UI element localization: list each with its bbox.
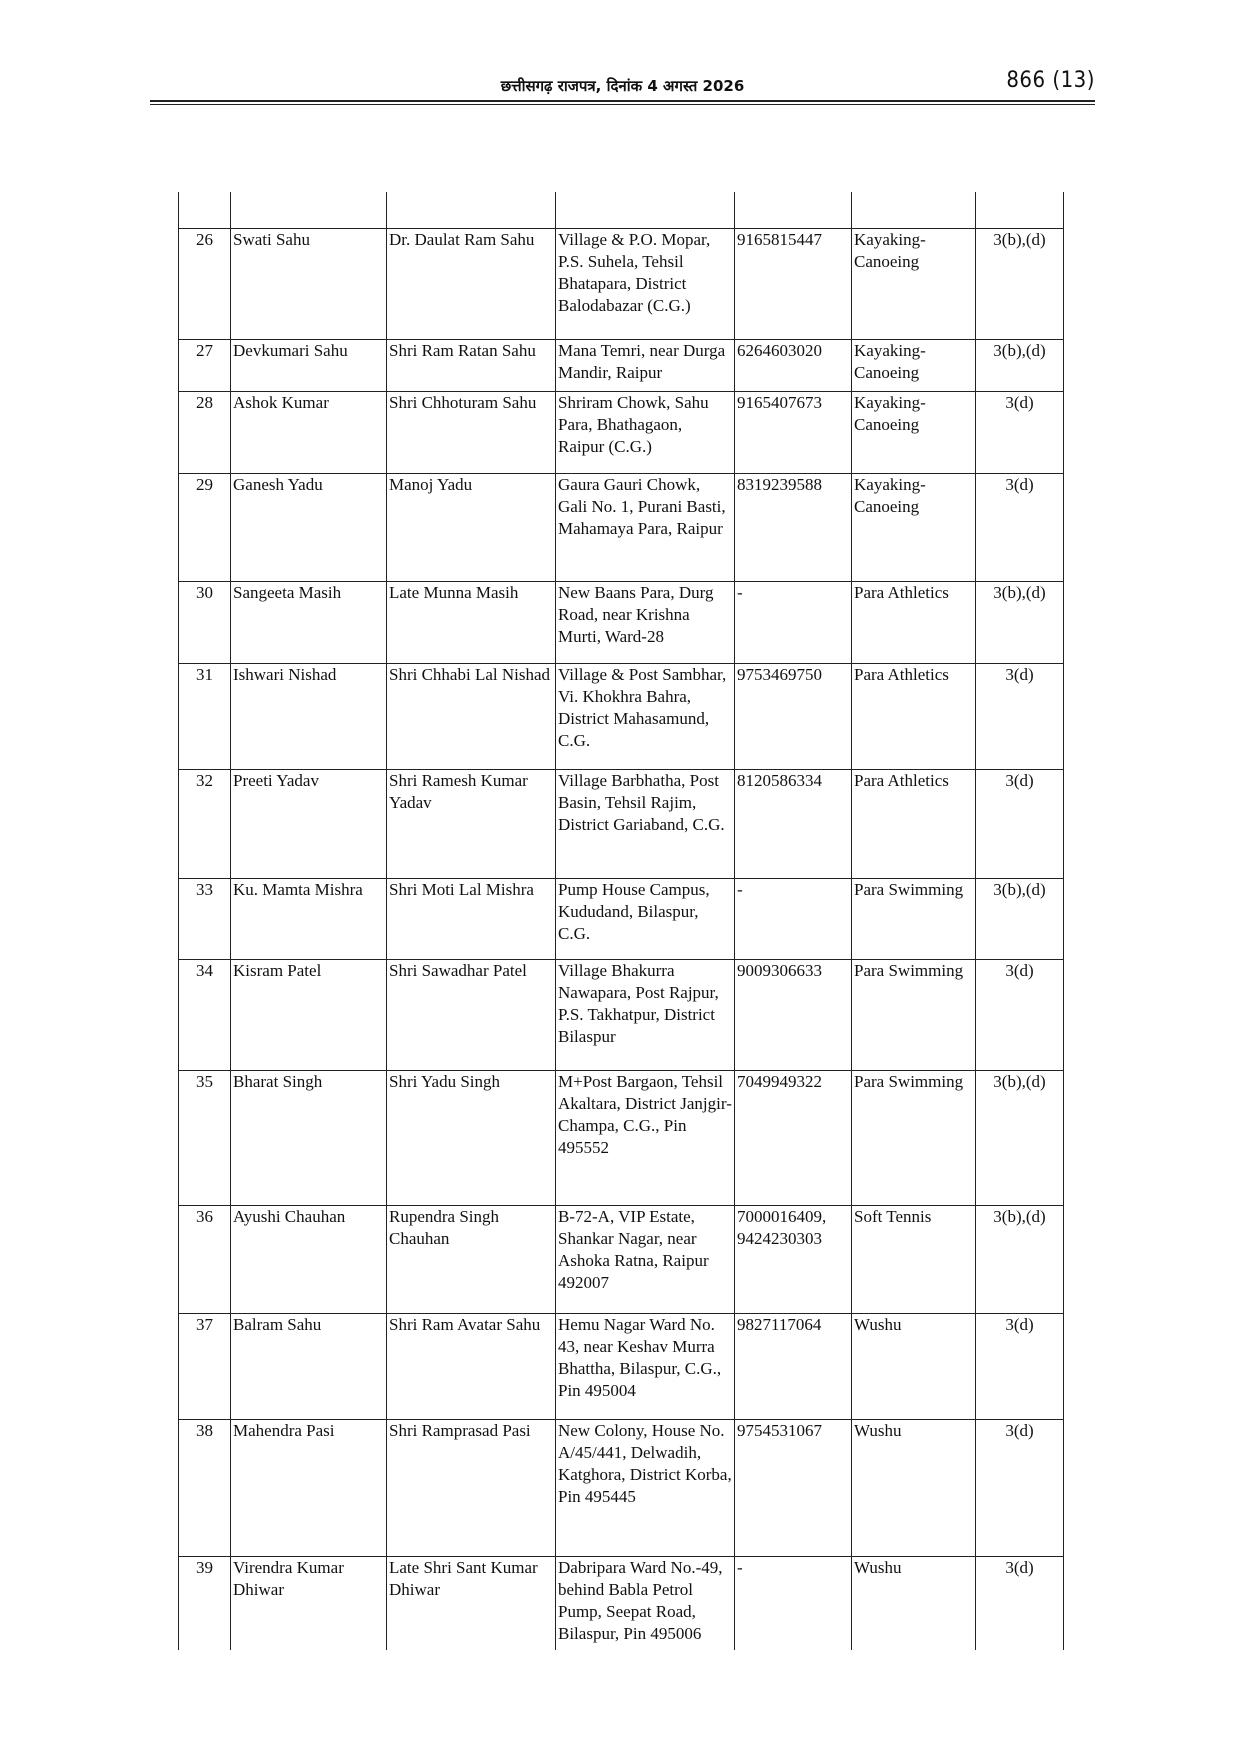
guardian-name: Shri Ram Avatar Sahu: [387, 1313, 556, 1419]
table-row: [179, 581, 1064, 663]
category: 3(b),(d): [976, 1205, 1064, 1313]
table-top-spacer: [179, 192, 1064, 228]
table-row: [179, 391, 1064, 473]
header-rule-thin: [150, 104, 1095, 105]
player-name: Swati Sahu: [231, 228, 387, 339]
serial-number: 36: [179, 1205, 231, 1313]
guardian-name: Shri Chhoturam Sahu: [387, 391, 556, 473]
address: Hemu Nagar Ward No. 43, near Keshav Murra Bhattha, Bilaspur, C.G., Pin 495004: [556, 1313, 735, 1419]
guardian-name: Dr. Daulat Ram Sahu: [387, 228, 556, 339]
address: Village & P.O. Mopar, P.S. Suhela, Tehsil Bhatapara, District Balodabazar (C.G.): [556, 228, 735, 339]
category: 3(d): [976, 473, 1064, 581]
guardian-name: Rupendra Singh Chauhan: [387, 1205, 556, 1313]
sport: Soft Tennis: [852, 1205, 976, 1313]
phone: 9165407673: [735, 391, 852, 473]
table-row: [179, 1205, 1064, 1313]
address: Village & Post Sambhar, Vi. Khokhra Bahra, District Mahasamund, C.G.: [556, 663, 735, 769]
serial-number: 34: [179, 959, 231, 1070]
guardian-name: Shri Chhabi Lal Nishad: [387, 663, 556, 769]
address: New Colony, House No. A/45/441, Delwadih, Katghora, District Korba, Pin 495445: [556, 1419, 735, 1556]
sport: Para Swimming: [852, 878, 976, 959]
table-row: [179, 959, 1064, 1070]
player-name: Ganesh Yadu: [231, 473, 387, 581]
serial-number: 27: [179, 339, 231, 391]
serial-number: 30: [179, 581, 231, 663]
phone: 9827117064: [735, 1313, 852, 1419]
guardian-name: Shri Moti Lal Mishra: [387, 878, 556, 959]
category: 3(d): [976, 769, 1064, 878]
player-name: Ashok Kumar: [231, 391, 387, 473]
player-name: Sangeeta Masih: [231, 581, 387, 663]
address: B-72-A, VIP Estate, Shankar Nagar, near Ashoka Ratna, Raipur 492007: [556, 1205, 735, 1313]
category: 3(b),(d): [976, 581, 1064, 663]
table-row: [179, 1313, 1064, 1419]
player-name: Devkumari Sahu: [231, 339, 387, 391]
sport: Wushu: [852, 1419, 976, 1556]
serial-number: 28: [179, 391, 231, 473]
guardian-name: Shri Ramesh Kumar Yadav: [387, 769, 556, 878]
phone: -: [735, 878, 852, 959]
address: Village Bhakurra Nawapara, Post Rajpur, P.S. Takhatpur, District Bilaspur: [556, 959, 735, 1070]
guardian-name: Manoj Yadu: [387, 473, 556, 581]
sport: Kayaking-Canoeing: [852, 339, 976, 391]
player-name: Virendra Kumar Dhiwar: [231, 1556, 387, 1650]
phone: 8120586334: [735, 769, 852, 878]
address: Shriram Chowk, Sahu Para, Bhathagaon, Raipur (C.G.): [556, 391, 735, 473]
player-name: Ishwari Nishad: [231, 663, 387, 769]
serial-number: 29: [179, 473, 231, 581]
player-name: Mahendra Pasi: [231, 1419, 387, 1556]
address: Gaura Gauri Chowk, Gali No. 1, Purani Basti, Mahamaya Para, Raipur: [556, 473, 735, 581]
player-name: Preeti Yadav: [231, 769, 387, 878]
serial-number: 26: [179, 228, 231, 339]
table-row: [179, 228, 1064, 339]
header-rule: [150, 100, 1095, 102]
address: Mana Temri, near Durga Mandir, Raipur: [556, 339, 735, 391]
phone: 9165815447: [735, 228, 852, 339]
category: 3(d): [976, 663, 1064, 769]
sport: Kayaking-Canoeing: [852, 391, 976, 473]
phone: -: [735, 581, 852, 663]
address: Village Barbhatha, Post Basin, Tehsil Rajim, District Gariaband, C.G.: [556, 769, 735, 878]
category: 3(d): [976, 1313, 1064, 1419]
address: M+Post Bargaon, Tehsil Akaltara, District Janjgir-Champa, C.G., Pin 495552: [556, 1070, 735, 1205]
phone: -: [735, 1556, 852, 1650]
sport: Kayaking-Canoeing: [852, 473, 976, 581]
table-row: [179, 1070, 1064, 1205]
category: 3(b),(d): [976, 878, 1064, 959]
phone: 9753469750: [735, 663, 852, 769]
phone: 9009306633: [735, 959, 852, 1070]
phone: 8319239588: [735, 473, 852, 581]
player-name: Balram Sahu: [231, 1313, 387, 1419]
guardian-name: Shri Yadu Singh: [387, 1070, 556, 1205]
sport: Para Athletics: [852, 581, 976, 663]
table-row: [179, 878, 1064, 959]
guardian-name: Late Munna Masih: [387, 581, 556, 663]
gazette-title: छत्तीसगढ़ राजपत्र, दिनांक 4 अगस्त 2026: [500, 77, 745, 95]
category: 3(d): [976, 1419, 1064, 1556]
serial-number: 32: [179, 769, 231, 878]
address: Dabripara Ward No.-49, behind Babla Petrol Pump, Seepat Road, Bilaspur, Pin 495006: [556, 1556, 735, 1650]
phone: 7000016409, 9424230303: [735, 1205, 852, 1313]
guardian-name: Late Shri Sant Kumar Dhiwar: [387, 1556, 556, 1650]
sport: Para Swimming: [852, 1070, 976, 1205]
address: Pump House Campus, Kududand, Bilaspur, C.G.: [556, 878, 735, 959]
table-row: [179, 663, 1064, 769]
sport: Kayaking-Canoeing: [852, 228, 976, 339]
table-row: [179, 339, 1064, 391]
page-number: 866 (13): [1006, 68, 1095, 93]
sport: Wushu: [852, 1556, 976, 1650]
table-row: [179, 769, 1064, 878]
category: 3(b),(d): [976, 1070, 1064, 1205]
serial-number: 31: [179, 663, 231, 769]
guardian-name: Shri Ram Ratan Sahu: [387, 339, 556, 391]
player-name: Ayushi Chauhan: [231, 1205, 387, 1313]
table-row: [179, 1556, 1064, 1650]
guardian-name: Shri Sawadhar Patel: [387, 959, 556, 1070]
category: 3(d): [976, 1556, 1064, 1650]
player-name: Ku. Mamta Mishra: [231, 878, 387, 959]
player-name: Kisram Patel: [231, 959, 387, 1070]
serial-number: 37: [179, 1313, 231, 1419]
table-row: [179, 473, 1064, 581]
category: 3(d): [976, 959, 1064, 1070]
table-row: [179, 1419, 1064, 1556]
serial-number: 39: [179, 1556, 231, 1650]
address: New Baans Para, Durg Road, near Krishna Murti, Ward-28: [556, 581, 735, 663]
phone: 6264603020: [735, 339, 852, 391]
serial-number: 35: [179, 1070, 231, 1205]
phone: 7049949322: [735, 1070, 852, 1205]
category: 3(b),(d): [976, 339, 1064, 391]
category: 3(d): [976, 391, 1064, 473]
sport: Wushu: [852, 1313, 976, 1419]
sport: Para Athletics: [852, 663, 976, 769]
roster-table: [178, 192, 1064, 1650]
sport: Para Swimming: [852, 959, 976, 1070]
category: 3(b),(d): [976, 228, 1064, 339]
page-header: [150, 68, 1095, 104]
guardian-name: Shri Ramprasad Pasi: [387, 1419, 556, 1556]
sport: Para Athletics: [852, 769, 976, 878]
player-name: Bharat Singh: [231, 1070, 387, 1205]
serial-number: 38: [179, 1419, 231, 1556]
serial-number: 33: [179, 878, 231, 959]
phone: 9754531067: [735, 1419, 852, 1556]
